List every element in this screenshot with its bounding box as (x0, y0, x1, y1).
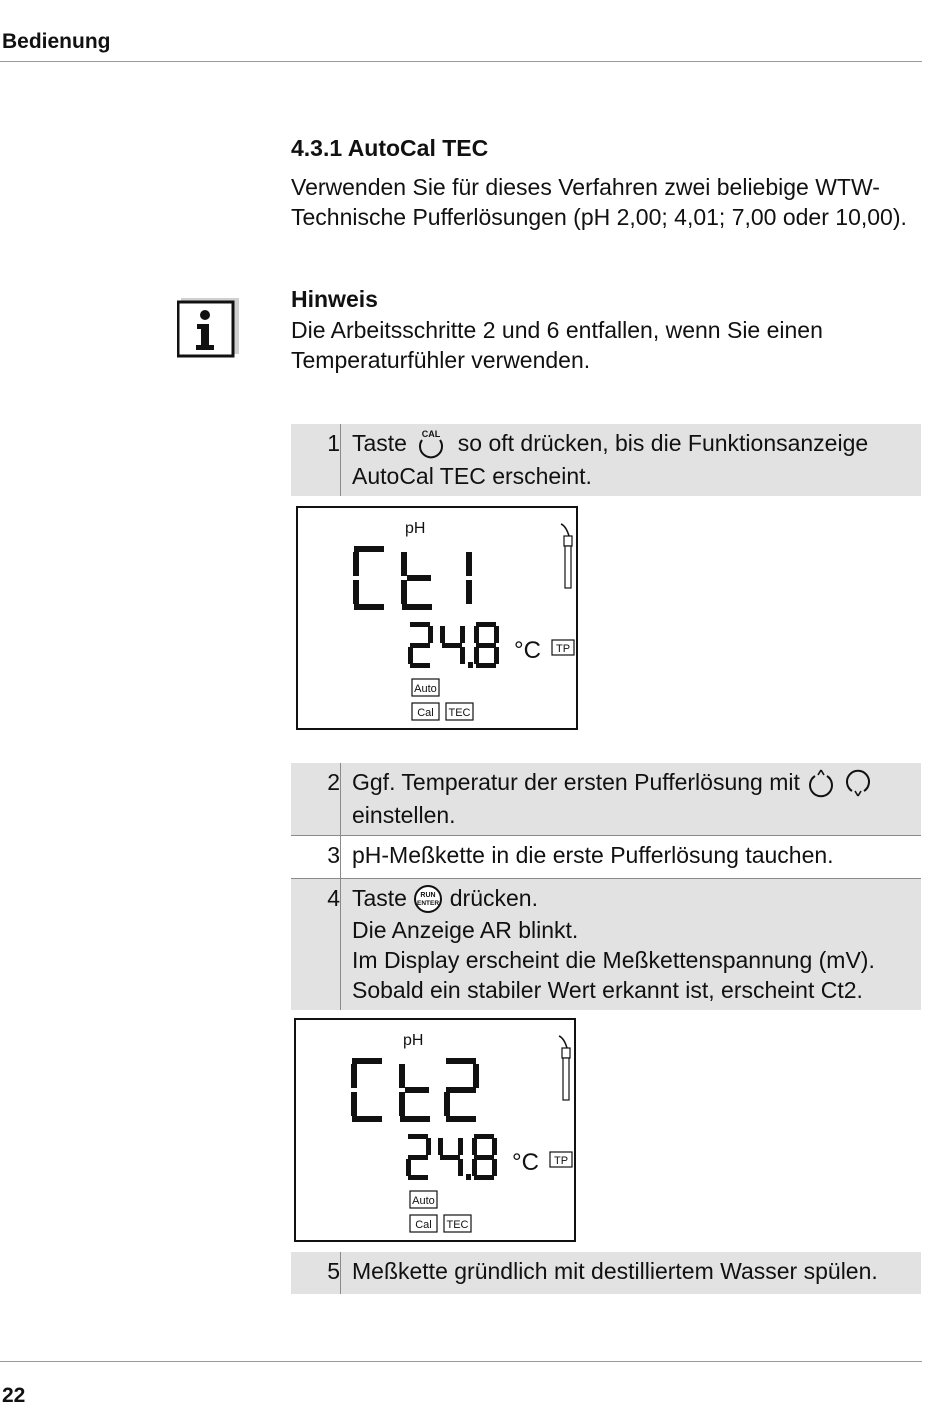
step-divider (340, 1252, 341, 1294)
lcd-main-digits-ct1 (353, 546, 472, 610)
cal-key-label: CAL (422, 429, 441, 440)
lcd-display-ct1 (296, 506, 578, 730)
step-text-part: Ggf. Temperatur der ersten Pufferlösung mit (352, 769, 807, 795)
lcd-tec-label: TEC (448, 707, 471, 719)
step-text-part: einstellen. (352, 802, 456, 829)
lcd-tec-label: TEC (446, 1219, 469, 1231)
lcd-auto-label: Auto (412, 1195, 435, 1207)
note-title: Hinweis (291, 286, 378, 312)
lcd-main-digits-ct2 (351, 1058, 479, 1122)
section-title: 4.3.1 AutoCal TEC (291, 135, 489, 161)
run-enter-key-icon (413, 884, 443, 915)
step-number: 4 (327, 885, 340, 911)
lcd-temp-unit: °C (512, 1149, 539, 1176)
lcd-tp-label: TP (555, 643, 571, 655)
step-row (291, 424, 921, 496)
enter-key-label: ENTER (417, 900, 440, 908)
info-icon (177, 298, 239, 358)
step-text-line: Sobald ein stabiler Wert erkannt ist, erscheint Ct2. (352, 977, 863, 1004)
lcd-temperature-digits (406, 1134, 497, 1180)
lcd-tp-label: TP (553, 1155, 569, 1167)
step-text-line (352, 883, 915, 915)
step-text-part: Taste (352, 885, 414, 911)
electrode-icon (561, 524, 572, 588)
step-divider (340, 424, 341, 496)
note-text: Die Arbeitsschritte 2 und 6 entfallen, wenn Sie einen Temperaturfühler verwenden. (291, 317, 823, 373)
lcd-cal-label: Cal (415, 1219, 432, 1231)
step-text: pH-Meßkette in die erste Pufferlösung tauchen. (352, 842, 834, 868)
intro-paragraph: Verwenden Sie für dieses Verfahren zwei beliebige WTW-Technische Pufferlösungen (pH 2,00; 4,01; 7,00 oder 10,00). (291, 174, 907, 230)
step-row (291, 879, 921, 1010)
step-row (291, 763, 921, 835)
lcd-display-ct2 (294, 1018, 576, 1242)
lcd-unit-ph: pH (405, 520, 426, 537)
step-number: 3 (327, 842, 340, 868)
step-divider (340, 879, 341, 1010)
step-divider (340, 836, 341, 878)
run-key-label: RUN (420, 892, 436, 900)
running-header: Bedienung (2, 30, 111, 53)
step-text-part: drücken. (443, 885, 538, 911)
footer-rule (0, 1361, 922, 1362)
up-arrow-key-icon (806, 768, 836, 799)
step-text (352, 763, 921, 836)
step-divider (340, 763, 341, 835)
cal-key-icon (413, 428, 451, 461)
step-number: 1 (327, 430, 340, 456)
step-number: 2 (327, 769, 340, 795)
lcd-temp-unit: °C (514, 637, 541, 664)
lcd-unit-ph: pH (403, 1032, 424, 1049)
step-text (352, 879, 921, 1011)
step-text-part: Taste (352, 430, 414, 456)
step-row (291, 1252, 921, 1294)
step-row (291, 836, 921, 878)
step-number: 5 (327, 1258, 340, 1284)
step-text: Meßkette gründlich mit destilliertem Wasser spülen. (352, 1258, 878, 1284)
step-text (352, 424, 921, 497)
step-text-part: so oft drücken, bis die Funktionsanzeige AutoCal TEC erscheint. (352, 430, 869, 490)
electrode-icon (559, 1036, 570, 1100)
lcd-cal-label: Cal (417, 707, 434, 719)
lcd-auto-label: Auto (414, 683, 437, 695)
down-arrow-key-icon (843, 767, 873, 800)
page-number: 22 (2, 1384, 26, 1407)
step-text-line: Die Anzeige AR blinkt. (352, 917, 579, 944)
lcd-temperature-digits (408, 622, 499, 668)
header-rule (0, 61, 922, 62)
step-text-line: Im Display erscheint die Meßkettenspannung (mV). (352, 947, 875, 974)
